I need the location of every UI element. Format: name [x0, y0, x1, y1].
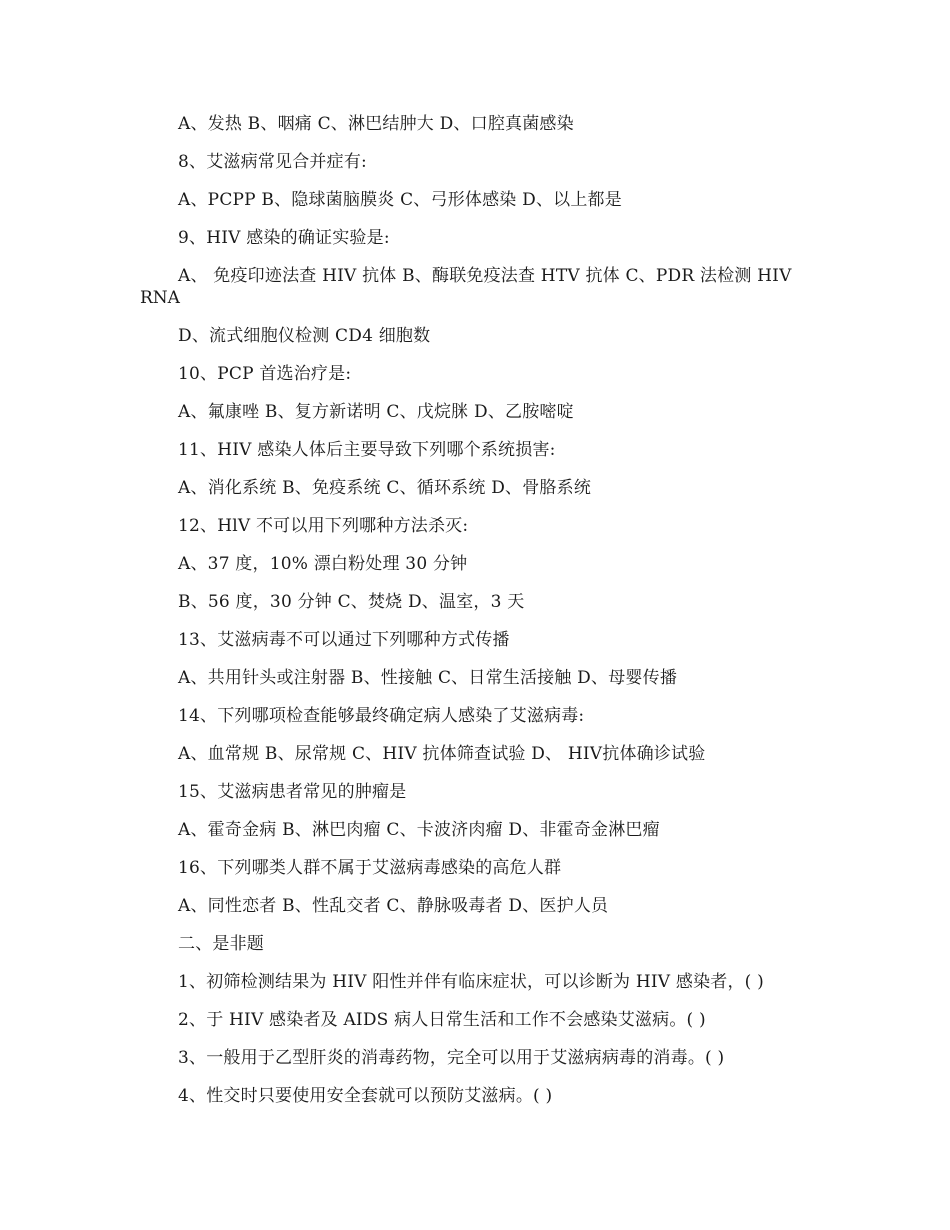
q9-options-line1: A、 免疫印迹法查 HIV 抗体 B、酶联免疫法查 HTV 抗体 C、PDR 法检测 HIV: [178, 266, 792, 286]
q12-options-line2: B、56 度，30 分钟 C、焚烧 D、温室，3 天: [178, 592, 525, 612]
q10-question: 10、PCP 首选治疗是:: [178, 364, 352, 384]
q16-question: 16、下列哪类人群不属于艾滋病毒感染的高危人群: [178, 858, 562, 878]
q15-question: 15、艾滋病患者常见的肿瘤是: [178, 782, 407, 802]
q16-options: A、同性恋者 B、性乱交者 C、静脉吸毒者 D、医护人员: [178, 896, 609, 916]
q9-options-line2: D、流式细胞仪检测 CD4 细胞数: [178, 326, 431, 346]
q9-question: 9、HIV 感染的确证实验是:: [178, 228, 390, 248]
q8-options: A、PCPP B、隐球菌脑膜炎 C、弓形体感染 D、以上都是: [178, 190, 622, 210]
q14-question: 14、下列哪项检查能够最终确定病人感染了艾滋病毒:: [178, 706, 585, 726]
q11-question: 11、HIV 感染人体后主要导致下列哪个系统损害:: [178, 440, 556, 460]
tf-item-2: 2、于 HIV 感染者及 AIDS 病人日常生活和工作不会感染艾滋病。( ): [178, 1010, 706, 1030]
section-heading-true-false: 二、是非题: [178, 934, 264, 954]
q10-options: A、氟康唑 B、复方新诺明 C、戊烷脒 D、乙胺嘧啶: [178, 402, 574, 422]
q15-options: A、霍奇金病 B、淋巴肉瘤 C、卡波济肉瘤 D、非霍奇金淋巴瘤: [178, 820, 660, 840]
q9-options-wrap: RNA: [140, 288, 180, 308]
q13-question: 13、艾滋病毒不可以通过下列哪种方式传播: [178, 630, 510, 650]
tf-item-3: 3、一般用于乙型肝炎的消毒药物，完全可以用于艾滋病病毒的消毒。( ): [178, 1048, 725, 1068]
tf-item-1: 1、初筛检测结果为 HIV 阳性并伴有临床症状，可以诊断为 HIV 感染者，( ): [178, 972, 764, 992]
q13-options: A、共用针头或注射器 B、性接触 C、日常生活接触 D、母婴传播: [178, 668, 678, 688]
q7-options: A、发热 B、咽痛 C、淋巴结肿大 D、口腔真菌感染: [178, 114, 574, 134]
q11-options: A、消化系统 B、免疫系统 C、循环系统 D、骨胳系统: [178, 478, 592, 498]
q12-options-line1: A、37 度，10% 漂白粉处理 30 分钟: [178, 554, 468, 574]
q14-options: A、血常规 B、尿常规 C、HIV 抗体筛查试验 D、 HIV抗体确诊试验: [178, 744, 706, 764]
tf-item-4: 4、性交时只要使用安全套就可以预防艾滋病。( ): [178, 1086, 553, 1106]
q12-question: 12、HlV 不可以用下列哪种方法杀灭:: [178, 516, 469, 536]
q8-question: 8、艾滋病常见合并症有:: [178, 152, 367, 172]
